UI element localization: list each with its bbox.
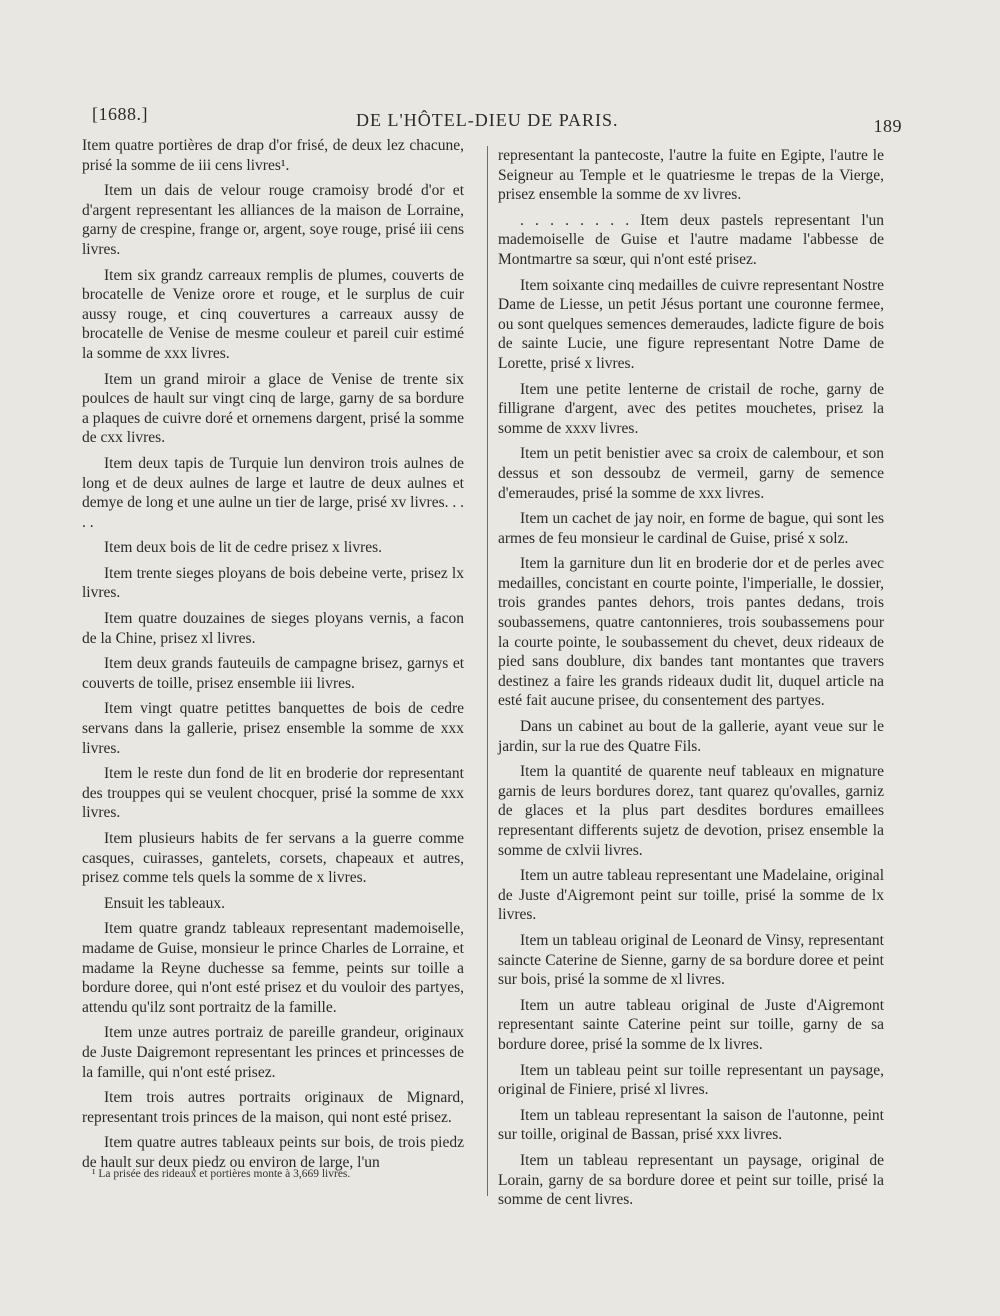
paragraph: Item une petite lenterne de cristail de roche, garny de filligrane d'argent, avec des petites mouchetes, prisez la somme de xxxv livres. xyxy=(498,380,884,437)
paragraph: Item six grandz carreaux remplis de plumes, couverts de brocatelle de Venize orore et rouge, et le surplus de cuir aussy rouge, et cinq couvertures a carreaux aussy de brocatelle de Venise de mesme couleur et pareil cuir estimé la somme de xxx livres. xyxy=(82,266,464,362)
paragraph: Item un autre tableau representant une Madelaine, original de Juste d'Aigremont peint sur toille, prisé la somme de lx livres. xyxy=(498,867,884,924)
paragraph: . . . . . . . . Item deux pastels representant l'un mademoiselle de Guise et l'autre madame l'abbesse de Montmartre sa sœur, qui n'ont esté prisez. xyxy=(498,211,884,268)
footnote: ¹ La prisée des rideaux et portières monte à 3,669 livres. xyxy=(92,1168,351,1180)
page-number: 189 xyxy=(873,116,902,136)
paragraph: Item un autre tableau original de Juste d'Aigremont representant sainte Caterine peint sur toille, garny de sa bordure doree, prisé la somme de lx livres. xyxy=(498,996,884,1053)
paragraph: Item vingt quatre petittes banquettes de bois de cedre servans dans la gallerie, prisez ensemble la somme de xxx livres. xyxy=(82,700,464,757)
header-title: DE L'HÔTEL-DIEU DE PARIS. xyxy=(356,110,619,130)
left-column xyxy=(82,136,464,1179)
paragraph: Item la garniture dun lit en broderie dor et de perles avec medailles, concistant en courte pointe, l'imperialle, le dossier, trois grandes pantes dehors, trois pantes dedans, trois soubassemens, quatre cantonnieres, trois soubassemens pour la courte pointe, le soubassement du chevet, deux rideaux de pied sans doublure, dix bandes tant montantes que travers destinez a faire les grands rideaux dudit lit, duquel article na esté fait aucune prisee, du consentement des partyes. xyxy=(498,555,884,710)
paragraph: Item un tableau representant la saison de l'autonne, peint sur toille, original de Bassan, prisé xxx livres. xyxy=(498,1106,884,1144)
paragraph: Item trente sieges ployans de bois debeine verte, prisez lx livres. xyxy=(82,564,464,602)
paragraph: Item deux bois de lit de cedre prisez x livres. xyxy=(104,539,383,557)
paragraph: Item deux grands fauteuils de campagne brisez, garnys et couverts de toille, prisez ensemble iii livres. xyxy=(82,655,464,692)
paragraph: Dans un cabinet au bout de la gallerie, ayant veue sur le jardin, sur la rue des Quatre Fils. xyxy=(498,718,884,755)
paragraph: Item un petit benistier avec sa croix de calembour, et son dessus et son dessoubz de vermeil, garny de semence d'emeraudes, prisé la somme de xxx livres. xyxy=(498,445,884,502)
paragraph: Item un dais de velour rouge cramoisy brodé d'or et d'argent representant les alliances de la maison de Lorraine, garny de crespine, frange or, argent, soye rouge, prisé iii cens livres. xyxy=(82,182,464,258)
paragraph: Item un tableau original de Leonard de Vinsy, representant saincte Caterine de Sienne, garny de sa bordure doree et peint sur bois, prisé la somme de xl livres. xyxy=(498,931,884,989)
paragraph: Item un tableau peint sur toille representant un paysage, original de Finiere, prisé xl livres. xyxy=(498,1061,884,1099)
section-heading: Ensuit les tableaux. xyxy=(104,894,225,912)
paragraph: Item quatre autres tableaux peints sur bois, de trois piedz de hault sur deux piedz ou environ de large, l'un xyxy=(82,1134,464,1171)
paragraph: Item la quantité de quarente neuf tableaux en mignature garnis de leurs bordures dorez, tant quarez qu'ovalles, garniz de glaces et la plus part desdites bordures emaillees representant differents sujetz de devotion, prisez ensemble la somme de cxlvii livres. xyxy=(498,763,884,859)
paragraph: Item unze autres portraiz de pareille grandeur, originaux de Juste Daigremont representant les princes et princesses de la famille, qui n'ont esté prisez. xyxy=(82,1024,464,1081)
column-divider xyxy=(487,146,488,1196)
paragraph: Item soixante cinq medailles de cuivre representant Nostre Dame de Liesse, un petit Jésus portant une couronne fermee, ou sont quelques semences demeraudes, ladicte figure de bois de sainte Lucie, une figure representant Notre Dame de Lorette, prisé x livres. xyxy=(498,276,884,372)
right-column xyxy=(498,146,884,1216)
running-header xyxy=(92,104,902,138)
paragraph: Item deux tapis de Turquie lun denviron trois aulnes de long et de deux aulnes de large et lautre de deux aulnes et demye de long et une aulne un tier de large, prisé xv livres. . . . . xyxy=(82,454,464,531)
paragraph: Item le reste dun fond de lit en broderie dor representant des trouppes qui se veulent chocquer, prisé la somme de xxx livres. xyxy=(82,765,464,822)
paragraph: Item un tableau representant un paysage, original de Lorain, garny de sa bordure doree et peint sur toille, prisé la somme de cent livres. xyxy=(498,1151,884,1209)
paragraph: Item un grand miroir a glace de Venise de trente six poulces de hault sur vingt cinq de large, garny de sa bordure a plaques de cuivre doré et ornemens dargent, prisé la somme de cxx livres. xyxy=(82,370,464,447)
paragraph: Item plusieurs habits de fer servans a la guerre comme casques, cuirasses, gantelets, corsets, chapeaux et autres, prisez comme tels quels la somme de x livres. xyxy=(82,830,464,887)
paragraph: Item quatre douzaines de sieges ployans vernis, a facon de la Chine, prisez xl livres. xyxy=(82,610,464,647)
header-year: [1688.] xyxy=(92,104,148,124)
paragraph: representant la pantecoste, l'autre la fuite en Egipte, l'autre le Seigneur au Temple et le quatriesme le trepas de la Vierge, prisez ensemble la somme de xv livres. xyxy=(498,147,884,204)
paragraph: Item quatre portières de drap d'or frisé, de deux lez chacune, prisé la somme de iii cens livres¹. xyxy=(82,137,464,174)
paragraph: Item un cachet de jay noir, en forme de bague, qui sont les armes de feu monsieur le cardinal de Guise, prisé x solz. xyxy=(498,510,884,547)
paragraph: Item trois autres portraits originaux de Mignard, representant trois princes de la maison, qui nont esté prisez. xyxy=(82,1089,464,1126)
paragraph: Item quatre grandz tableaux representant mademoiselle, madame de Guise, monsieur le prince Charles de Lorraine, et madame la Reyne duchesse sa femme, peints sur toille a bordure doree, qui n'ont esté prisez et du vouloir des partyes, attendu qu'ilz sont portraitz de la famille. xyxy=(82,920,464,1016)
